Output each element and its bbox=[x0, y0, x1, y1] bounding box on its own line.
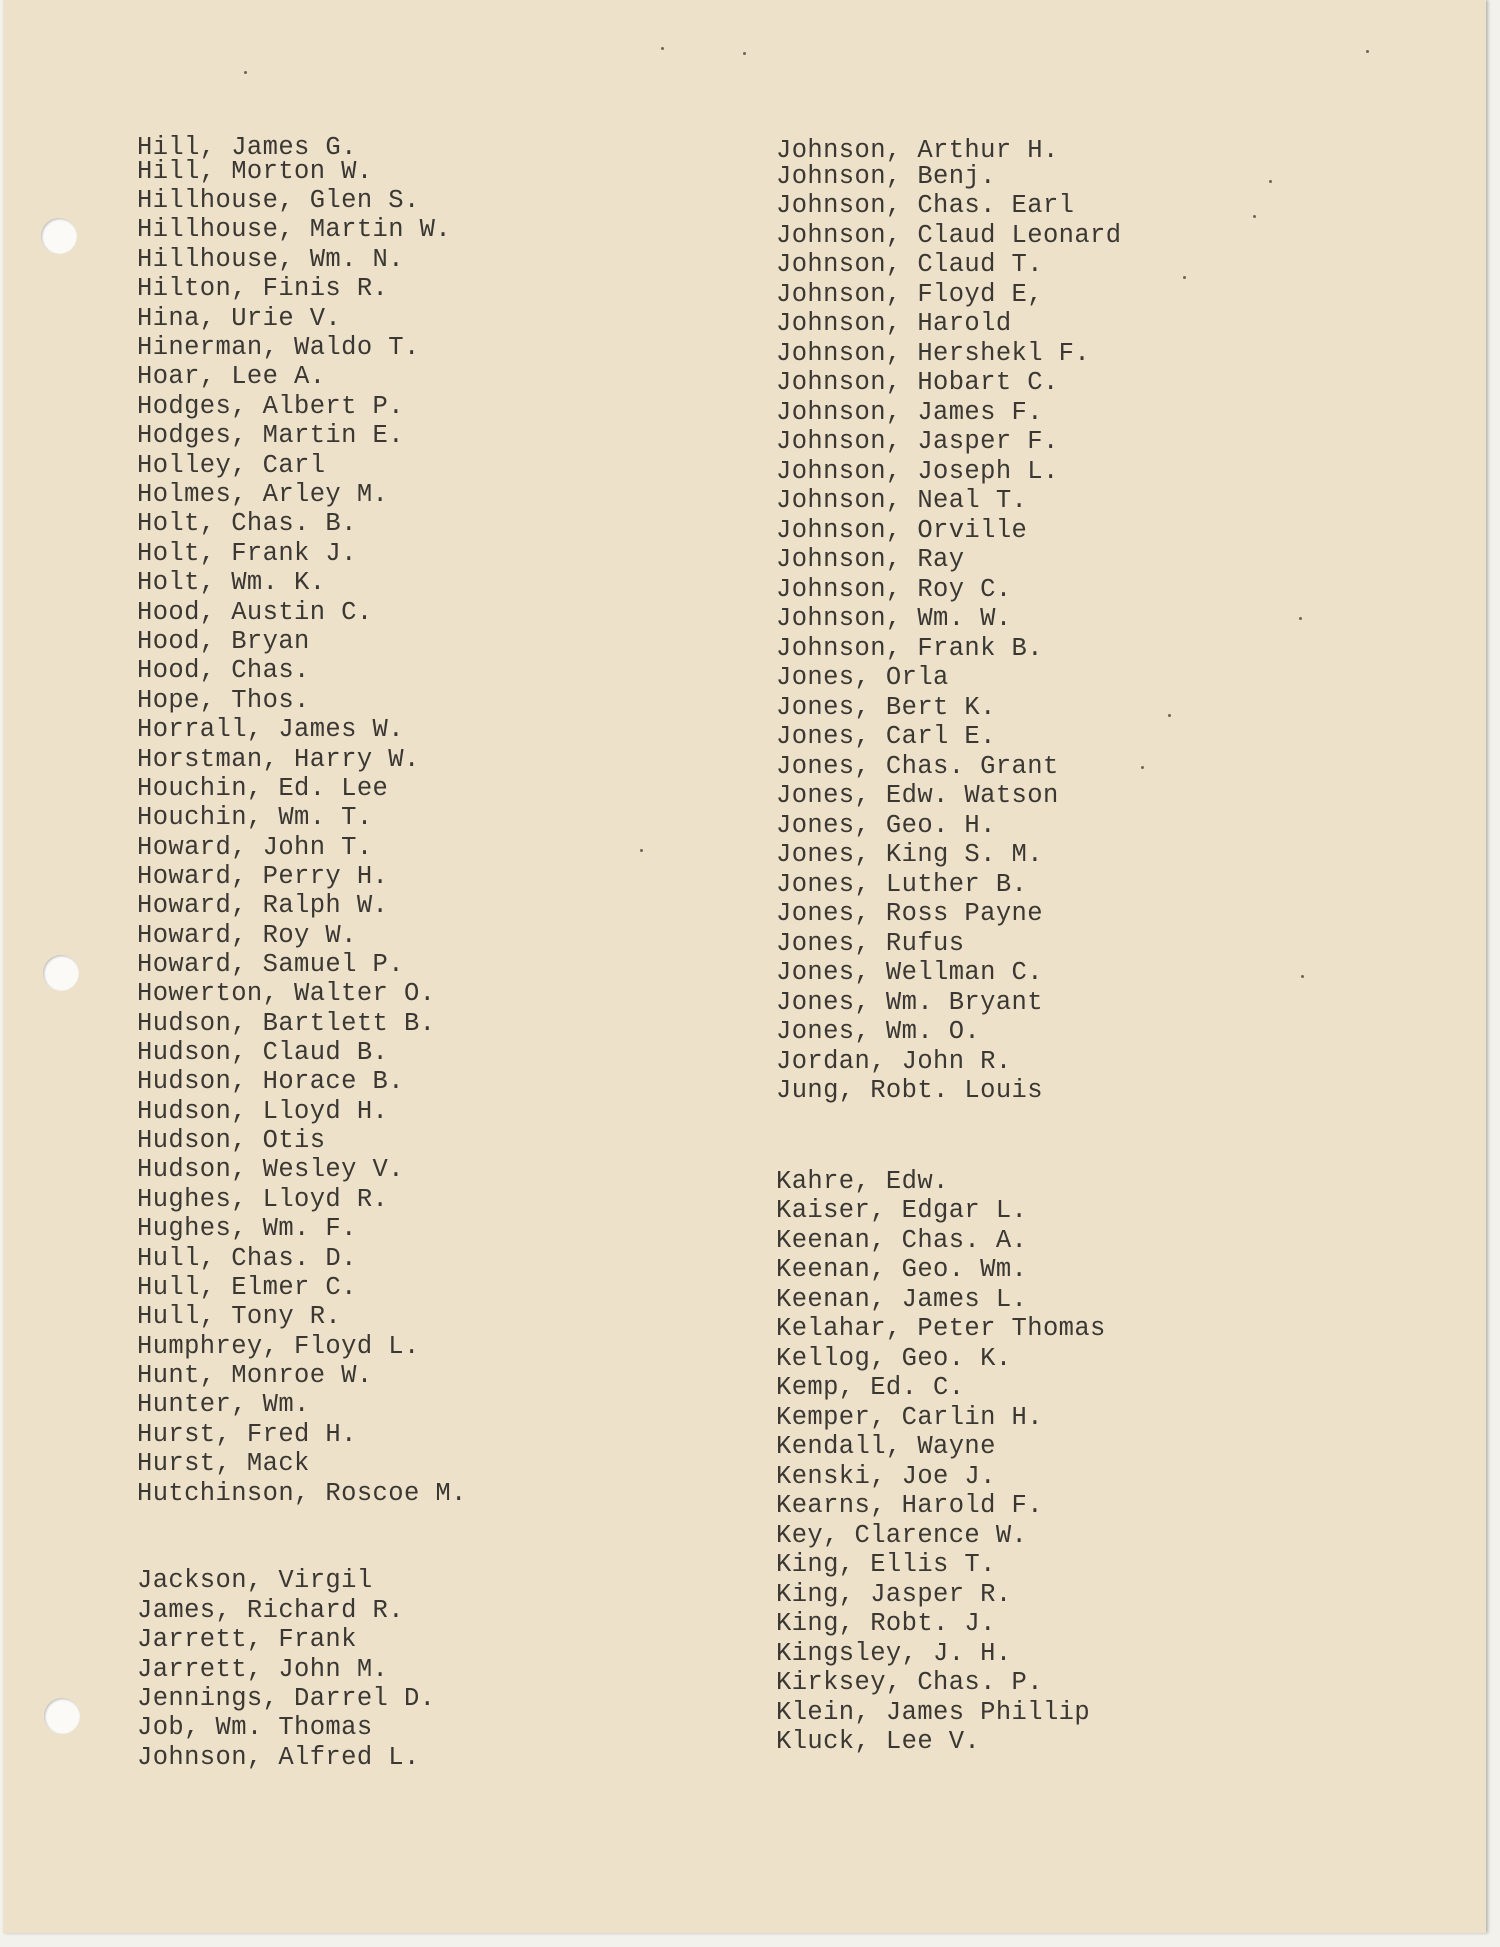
list-item: Hudson, Claud B. bbox=[137, 1038, 389, 1067]
list-item: Johnson, Hobart C. bbox=[776, 368, 1059, 397]
list-item: Jones, Orla bbox=[776, 663, 949, 692]
binder-hole-top bbox=[41, 218, 77, 254]
list-item: Hoar, Lee A. bbox=[137, 362, 326, 391]
list-item: Jennings, Darrel D. bbox=[137, 1684, 436, 1713]
list-item: Job, Wm. Thomas bbox=[137, 1713, 373, 1742]
list-item: Jackson, Virgil bbox=[137, 1566, 373, 1595]
paper-speck bbox=[1183, 276, 1186, 279]
list-item: Jarrett, Frank bbox=[137, 1625, 357, 1654]
list-item: Hudson, Horace B. bbox=[137, 1067, 404, 1096]
list-item: Holley, Carl bbox=[137, 451, 326, 480]
list-item: Hood, Chas. bbox=[137, 656, 310, 685]
list-item: Howard, John T. bbox=[137, 833, 373, 862]
list-item: Jones, Geo. H. bbox=[776, 811, 996, 840]
paper-speck bbox=[1141, 766, 1144, 769]
list-item: Horrall, James W. bbox=[137, 715, 404, 744]
list-item: Hughes, Wm. F. bbox=[137, 1214, 357, 1243]
list-item: Jones, Wm. Bryant bbox=[776, 988, 1043, 1017]
list-item: Jones, Carl E. bbox=[776, 722, 996, 751]
list-item: Johnson, Ray bbox=[776, 545, 965, 574]
list-item: Jones, Rufus bbox=[776, 929, 965, 958]
list-item: Kluck, Lee V. bbox=[776, 1727, 981, 1756]
paper-speck bbox=[640, 849, 643, 852]
list-item: Hull, Chas. D. bbox=[137, 1244, 357, 1273]
list-item: Hunter, Wm. bbox=[137, 1390, 310, 1419]
list-item: Johnson, Neal T. bbox=[776, 486, 1028, 515]
list-item: Hutchinson, Roscoe M. bbox=[137, 1479, 467, 1508]
list-item: Hurst, Mack bbox=[137, 1449, 310, 1478]
list-item: Hudson, Wesley V. bbox=[137, 1155, 404, 1184]
list-item: Hood, Bryan bbox=[137, 627, 310, 656]
list-item: Hill, Morton W. bbox=[137, 157, 373, 186]
list-item: Jung, Robt. Louis bbox=[776, 1076, 1043, 1105]
list-item: Houchin, Ed. Lee bbox=[137, 774, 389, 803]
list-item: Holmes, Arley M. bbox=[137, 480, 389, 509]
list-item: Hudson, Otis bbox=[137, 1126, 326, 1155]
list-item: James, Richard R. bbox=[137, 1596, 404, 1625]
list-item: Jones, Edw. Watson bbox=[776, 781, 1059, 810]
binder-hole-bottom bbox=[44, 1698, 80, 1734]
list-item: Johnson, Frank B. bbox=[776, 634, 1043, 663]
list-item: Kearns, Harold F. bbox=[776, 1491, 1043, 1520]
paper-speck bbox=[1253, 215, 1256, 218]
list-item: Johnson, Joseph L. bbox=[776, 457, 1059, 486]
list-item: Kahre, Edw. bbox=[776, 1167, 949, 1196]
list-item: Klein, James Phillip bbox=[776, 1698, 1091, 1727]
list-item: Kemper, Carlin H. bbox=[776, 1403, 1043, 1432]
list-item: Humphrey, Floyd L. bbox=[137, 1332, 420, 1361]
paper-speck bbox=[661, 47, 664, 50]
list-item: King, Ellis T. bbox=[776, 1550, 996, 1579]
list-item: Jones, Wellman C. bbox=[776, 958, 1043, 987]
list-item: Kelahar, Peter Thomas bbox=[776, 1314, 1106, 1343]
list-item: Hull, Tony R. bbox=[137, 1302, 342, 1331]
list-item: Houchin, Wm. T. bbox=[137, 803, 373, 832]
list-item: Kellog, Geo. K. bbox=[776, 1344, 1012, 1373]
list-item: Hurst, Fred H. bbox=[137, 1420, 357, 1449]
list-item: Kenski, Joe J. bbox=[776, 1462, 996, 1491]
list-item: Holt, Frank J. bbox=[137, 539, 357, 568]
list-item: Jones, Chas. Grant bbox=[776, 752, 1059, 781]
list-item: Johnson, Alfred L. bbox=[137, 1743, 420, 1772]
list-item: Hillhouse, Martin W. bbox=[137, 215, 452, 244]
list-item: Horstman, Harry W. bbox=[137, 745, 420, 774]
list-item: Keenan, James L. bbox=[776, 1285, 1028, 1314]
binder-hole-middle bbox=[43, 955, 79, 991]
list-item: Hughes, Lloyd R. bbox=[137, 1185, 389, 1214]
list-item: Hull, Elmer C. bbox=[137, 1273, 357, 1302]
list-item: Jones, Luther B. bbox=[776, 870, 1028, 899]
list-item: Johnson, Harold bbox=[776, 309, 1012, 338]
list-item: Howard, Perry H. bbox=[137, 862, 389, 891]
list-item: Keenan, Geo. Wm. bbox=[776, 1255, 1028, 1284]
list-item: Hudson, Bartlett B. bbox=[137, 1009, 436, 1038]
list-item: Howard, Samuel P. bbox=[137, 950, 404, 979]
list-item: Johnson, Hershekl F. bbox=[776, 339, 1091, 368]
list-item: Johnson, Wm. W. bbox=[776, 604, 1012, 633]
paper-speck bbox=[1299, 617, 1302, 620]
list-item: Johnson, Chas. Earl bbox=[776, 191, 1075, 220]
list-item: King, Jasper R. bbox=[776, 1580, 1012, 1609]
paper-speck bbox=[743, 52, 746, 55]
list-item: Johnson, Roy C. bbox=[776, 575, 1012, 604]
document-page bbox=[3, 0, 1486, 1933]
list-item: Howerton, Walter O. bbox=[137, 979, 436, 1008]
list-item: Howard, Roy W. bbox=[137, 921, 357, 950]
list-item: Hill, James G. bbox=[137, 133, 357, 162]
list-item: Kaiser, Edgar L. bbox=[776, 1196, 1028, 1225]
list-item: Johnson, Orville bbox=[776, 516, 1028, 545]
list-item: Johnson, Floyd E, bbox=[776, 280, 1043, 309]
list-item: Kingsley, J. H. bbox=[776, 1639, 1012, 1668]
paper-speck bbox=[1366, 50, 1369, 53]
list-item: Hope, Thos. bbox=[137, 686, 310, 715]
list-item: Johnson, James F. bbox=[776, 398, 1043, 427]
list-item: Key, Clarence W. bbox=[776, 1521, 1028, 1550]
paper-speck bbox=[1269, 180, 1272, 183]
list-item: Kirksey, Chas. P. bbox=[776, 1668, 1043, 1697]
list-item: Johnson, Claud Leonard bbox=[776, 221, 1122, 250]
list-item: Howard, Ralph W. bbox=[137, 891, 389, 920]
list-item: Hodges, Martin E. bbox=[137, 421, 404, 450]
list-item: Hillhouse, Wm. N. bbox=[137, 245, 404, 274]
paper-speck bbox=[1168, 714, 1171, 717]
list-item: Jones, Wm. O. bbox=[776, 1017, 981, 1046]
list-item: Hudson, Lloyd H. bbox=[137, 1097, 389, 1126]
list-item: Johnson, Jasper F. bbox=[776, 427, 1059, 456]
list-item: Johnson, Benj. bbox=[776, 162, 996, 191]
list-item: Holt, Chas. B. bbox=[137, 509, 357, 538]
list-item: Kendall, Wayne bbox=[776, 1432, 996, 1461]
paper-speck bbox=[244, 71, 247, 74]
list-item: Jarrett, John M. bbox=[137, 1655, 389, 1684]
list-item: Jordan, John R. bbox=[776, 1047, 1012, 1076]
list-item: Holt, Wm. K. bbox=[137, 568, 326, 597]
list-item: Jones, King S. M. bbox=[776, 840, 1043, 869]
list-item: Hunt, Monroe W. bbox=[137, 1361, 373, 1390]
list-item: Johnson, Claud T. bbox=[776, 250, 1043, 279]
list-item: Johnson, Arthur H. bbox=[776, 136, 1059, 165]
list-item: Kemp, Ed. C. bbox=[776, 1373, 965, 1402]
paper-speck bbox=[1301, 975, 1304, 978]
list-item: Hilton, Finis R. bbox=[137, 274, 389, 303]
list-item: Hodges, Albert P. bbox=[137, 392, 404, 421]
list-item: Jones, Bert K. bbox=[776, 693, 996, 722]
list-item: Hinerman, Waldo T. bbox=[137, 333, 420, 362]
list-item: Hood, Austin C. bbox=[137, 598, 373, 627]
list-item: King, Robt. J. bbox=[776, 1609, 996, 1638]
list-item: Hina, Urie V. bbox=[137, 304, 342, 333]
list-item: Hillhouse, Glen S. bbox=[137, 186, 420, 215]
list-item: Keenan, Chas. A. bbox=[776, 1226, 1028, 1255]
list-item: Jones, Ross Payne bbox=[776, 899, 1043, 928]
